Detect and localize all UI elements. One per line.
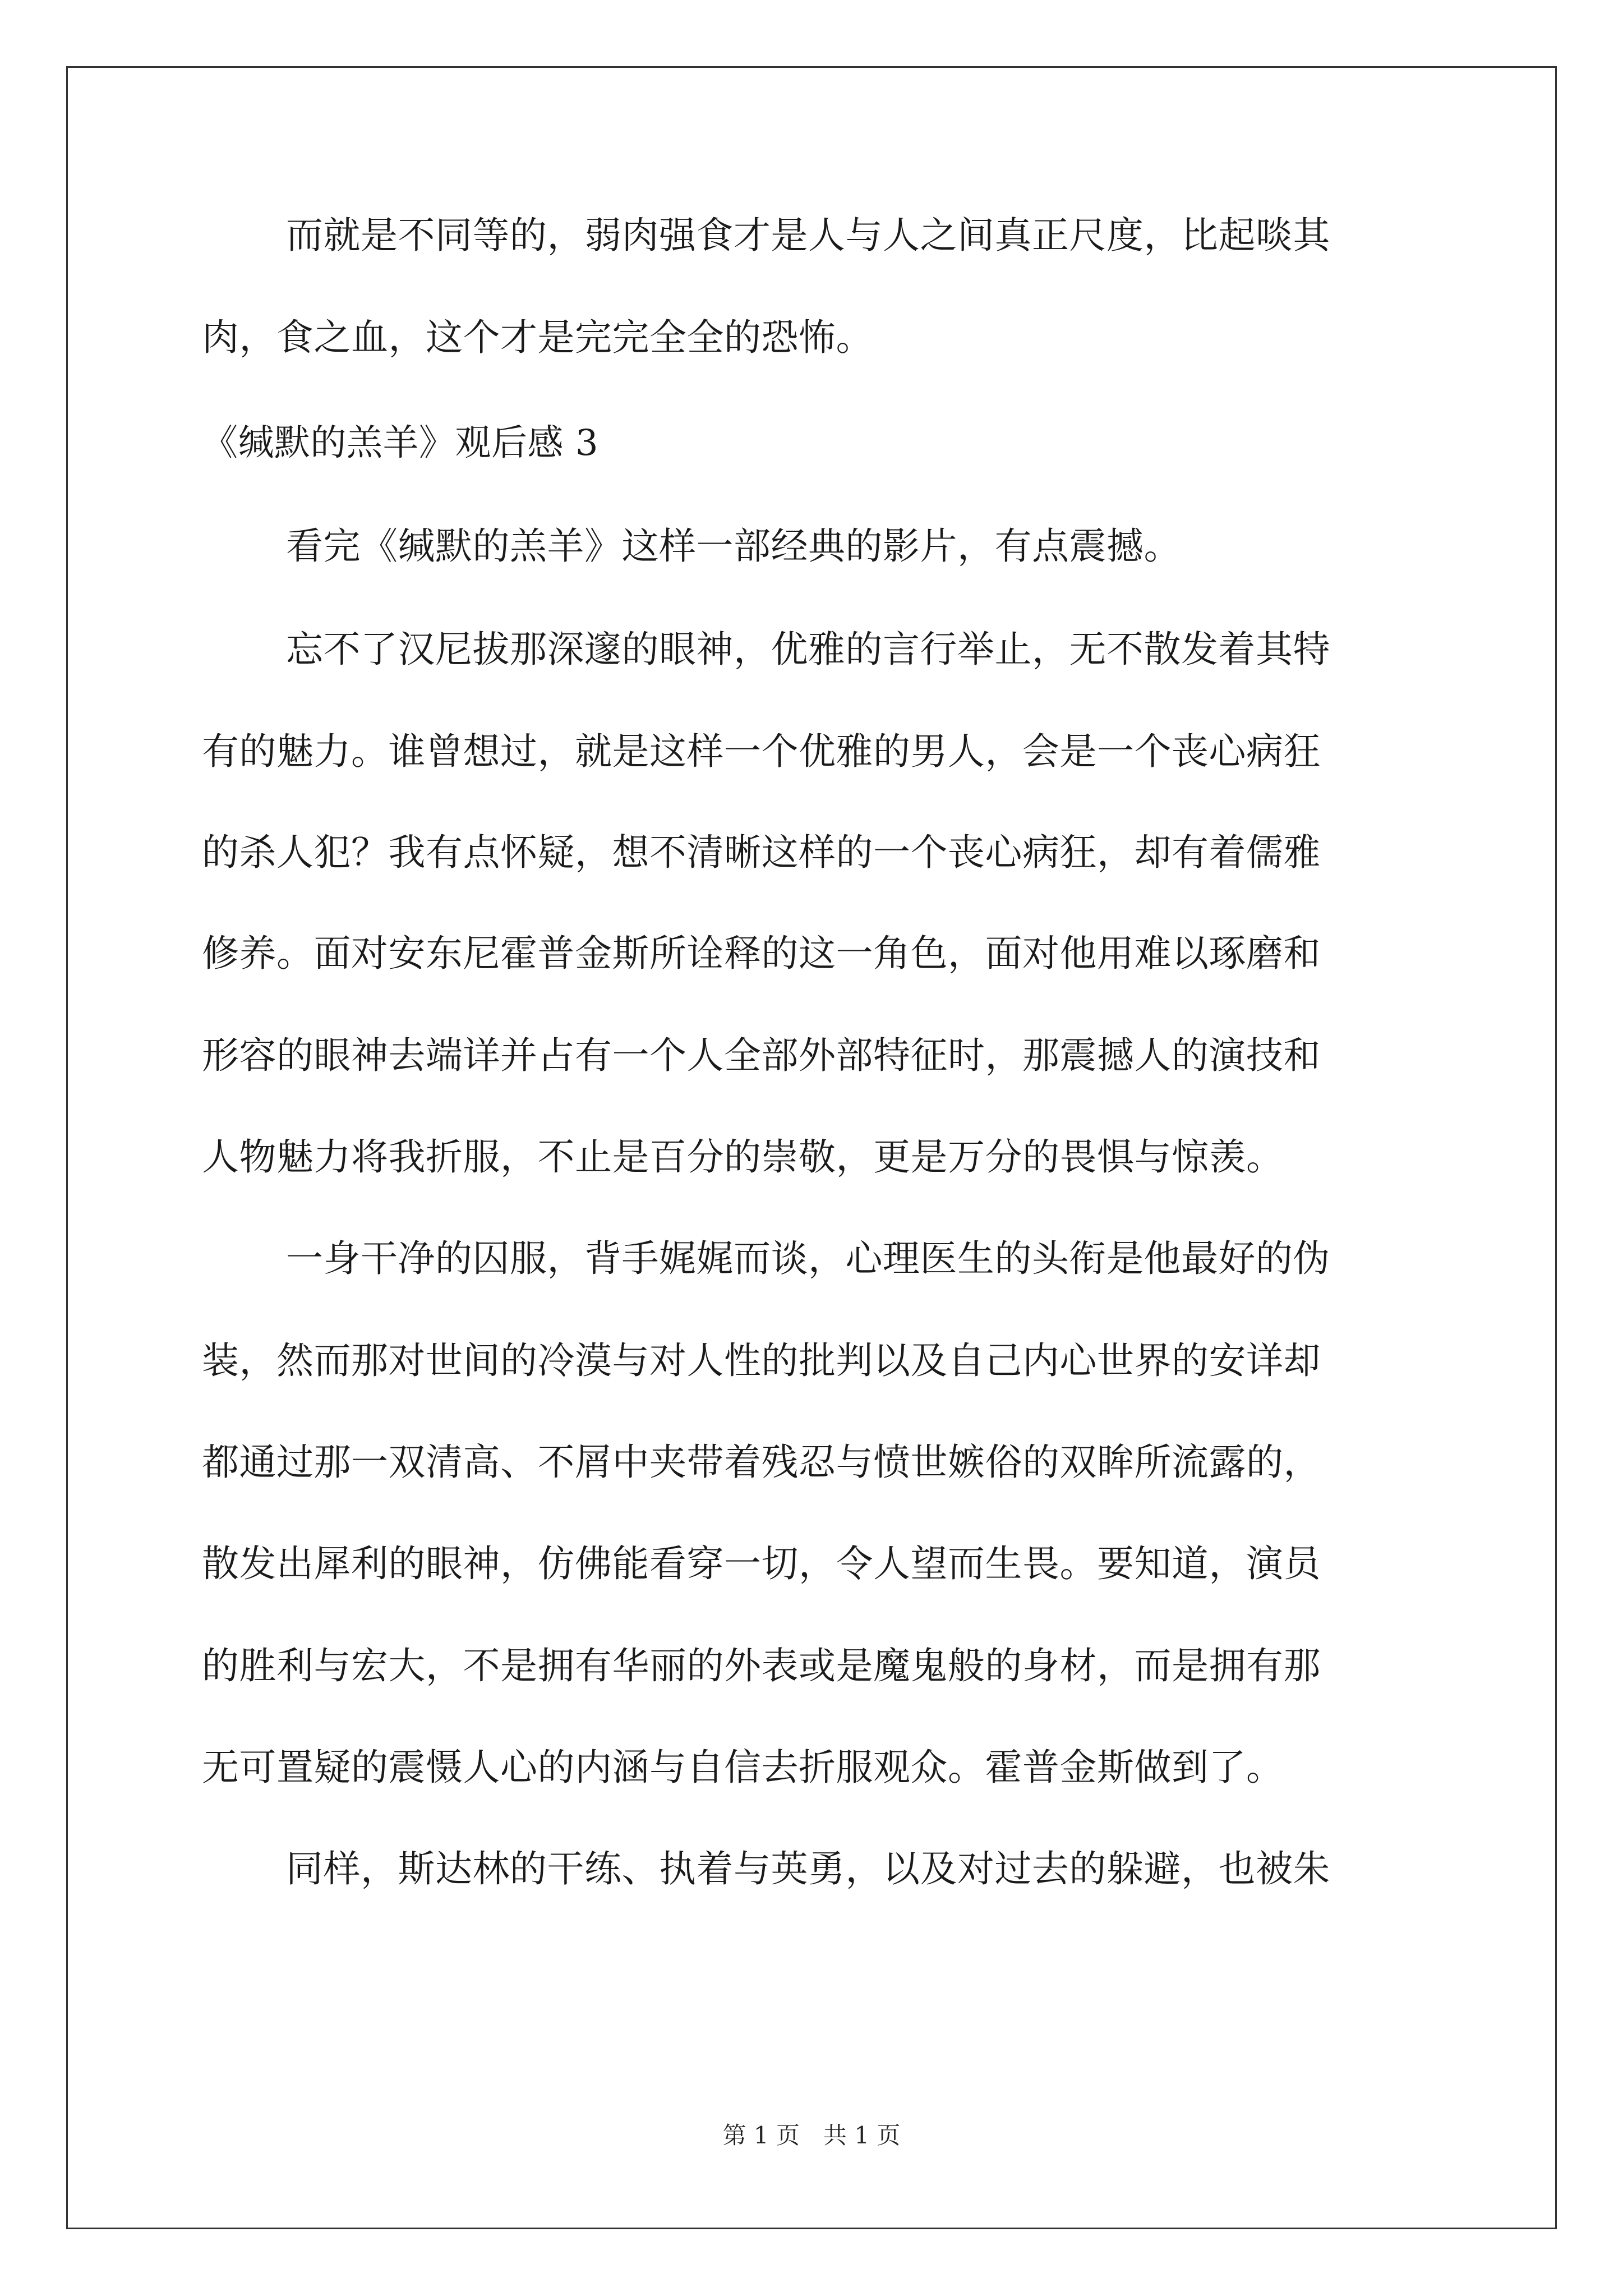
text-line: 形容的眼神去端详并占有一个人全部外部特征时，那震撼人的演技和 — [202, 1034, 1321, 1077]
text-line: 有的魅力。谁曾想过，就是这样一个优雅的男人，会是一个丧心病狂 — [202, 730, 1321, 773]
text-line: 无可置疑的震慑人心的内涵与自信去折服观众。霍普金斯做到了。 — [202, 1746, 1284, 1789]
text-line: 看完《缄默的羔羊》这样一部经典的影片，有点震撼。 — [286, 524, 1181, 568]
text-line: 散发出犀利的眼神，仿佛能看穿一切，令人望而生畏。要知道，演员 — [202, 1542, 1321, 1585]
text-line: 肉，食之血，这个才是完完全全的恐怖。 — [202, 316, 873, 359]
text-line: 同样，斯达林的干练、执着与英勇，以及对过去的躲避，也被朱 — [286, 1847, 1330, 1890]
text-line: 忘不了汉尼拔那深邃的眼神，优雅的言行举止，无不散发着其特 — [286, 628, 1330, 671]
text-line: 一身干净的囚服，背手娓娓而谈，心理医生的头衔是他最好的伪 — [286, 1237, 1330, 1280]
text-line: 都通过那一双清高、不屑中夹带着残忍与愤世嫉俗的双眸所流露的， — [202, 1441, 1321, 1484]
text-line: 的杀人犯？我有点怀疑，想不清晰这样的一个丧心病狂，却有着儒雅 — [202, 831, 1321, 874]
text-line: 人物魅力将我折服，不止是百分的崇敬，更是万分的畏惧与惊羡。 — [202, 1135, 1284, 1179]
text-line: 装，然而那对世间的冷漠与对人性的批判以及自己内心世界的安详却 — [202, 1339, 1321, 1382]
text-line: 的胜利与宏大，不是拥有华丽的外表或是魔鬼般的身材，而是拥有那 — [202, 1644, 1321, 1687]
text-line: 修养。面对安东尼霍普金斯所诠释的这一角色，面对他用难以琢磨和 — [202, 932, 1321, 975]
text-line: 而就是不同等的，弱肉强食才是人与人之间真正尺度，比起啖其 — [286, 214, 1330, 257]
page-number-footer: 第 1 页 共 1 页 — [722, 2122, 901, 2149]
section-heading: 《缄默的羔羊》观后感 3 — [202, 422, 599, 464]
